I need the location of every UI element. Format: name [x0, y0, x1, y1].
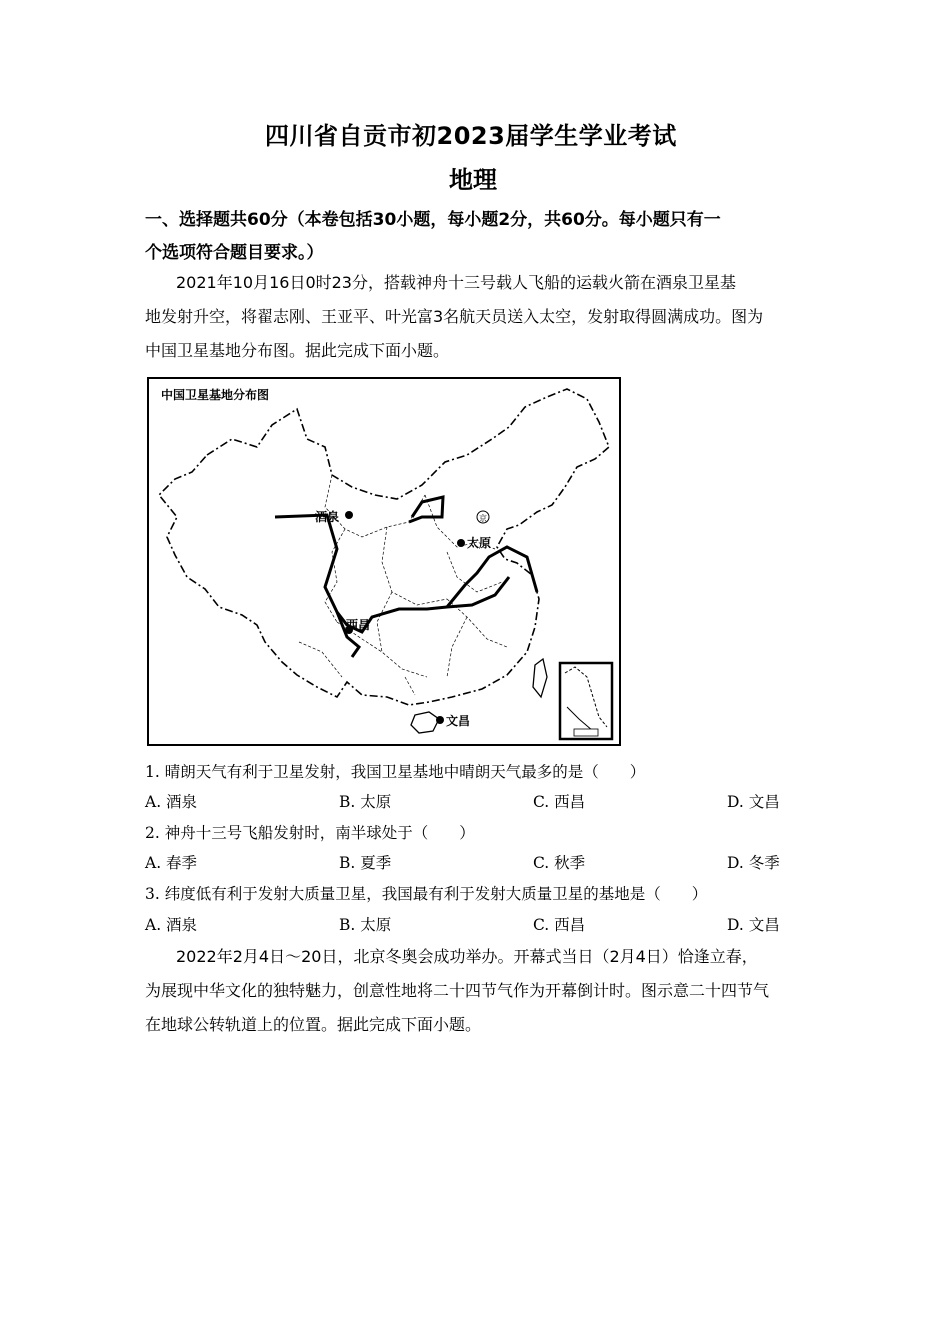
- q1-option-c[interactable]: C. 西昌: [533, 793, 586, 811]
- q3-option-c[interactable]: C. 西昌: [533, 916, 586, 934]
- q1-option-d[interactable]: D. 文昌: [727, 793, 780, 811]
- svg-text:京: 京: [479, 514, 487, 523]
- svg-text:酒泉: 酒泉: [315, 510, 340, 524]
- q3-option-d[interactable]: D. 文昌: [727, 916, 780, 934]
- map-frame: [148, 378, 620, 745]
- q2-option-a[interactable]: A. 春季: [145, 854, 198, 872]
- q2-option-d[interactable]: D. 冬季: [727, 854, 780, 872]
- section-heading-line1: 一、选择题共60分（本卷包括30小题，每小题2分，共60分。每小题只有一: [145, 210, 721, 230]
- passage1-line1: 2021年10月16日0时23分，搭载神舟十三号载人飞船的运载火箭在酒泉卫星基: [176, 273, 736, 292]
- south-china-sea-inset: [560, 663, 612, 739]
- question-1-stem: 1. 晴朗天气有利于卫星发射，我国卫星基地中晴朗天气最多的是（ ）: [145, 763, 646, 781]
- question-2-stem: 2. 神舟十三号飞船发射时，南半球处于（ ）: [145, 824, 475, 842]
- q3-option-b[interactable]: B. 太原: [339, 916, 392, 934]
- q3-option-a[interactable]: A. 酒泉: [145, 916, 198, 934]
- page-title: 四川省自贡市初2023届学生学业考试: [265, 122, 677, 150]
- subject-title: 地理: [449, 166, 497, 194]
- question-3-stem: 3. 纬度低有利于发射大质量卫星，我国最有利于发射大质量卫星的基地是（ ）: [145, 885, 708, 903]
- q1-option-b[interactable]: B. 太原: [339, 793, 392, 811]
- passage2-line1: 2022年2月4日～20日，北京冬奥会成功举办。开幕式当日（2月4日）恰逢立春，: [176, 947, 758, 966]
- passage1-line3: 中国卫星基地分布图。据此完成下面小题。: [145, 341, 450, 360]
- passage1-line2: 地发射升空，将翟志刚、王亚平、叶光富3名航天员送入太空，发射取得圆满成功。图为: [145, 307, 764, 326]
- passage2-line2: 为展现中华文化的独特魅力，创意性地将二十四节气作为开幕倒计时。图示意二十四节气: [145, 981, 770, 1000]
- svg-text:太原: 太原: [467, 536, 492, 550]
- q1-option-a[interactable]: A. 酒泉: [145, 793, 198, 811]
- q2-option-c[interactable]: C. 秋季: [533, 854, 586, 872]
- base-xichang: [345, 617, 370, 634]
- satellite-base-map: [147, 377, 621, 746]
- svg-text:文昌: 文昌: [446, 714, 471, 728]
- svg-text:西昌: 西昌: [346, 618, 371, 632]
- map-title: 中国卫星基地分布图: [161, 388, 270, 402]
- passage2-line3: 在地球公转轨道上的位置。据此完成下面小题。: [145, 1015, 482, 1034]
- section-heading-line2: 个选项符合题目要求。）: [145, 243, 324, 263]
- q2-option-b[interactable]: B. 夏季: [339, 854, 392, 872]
